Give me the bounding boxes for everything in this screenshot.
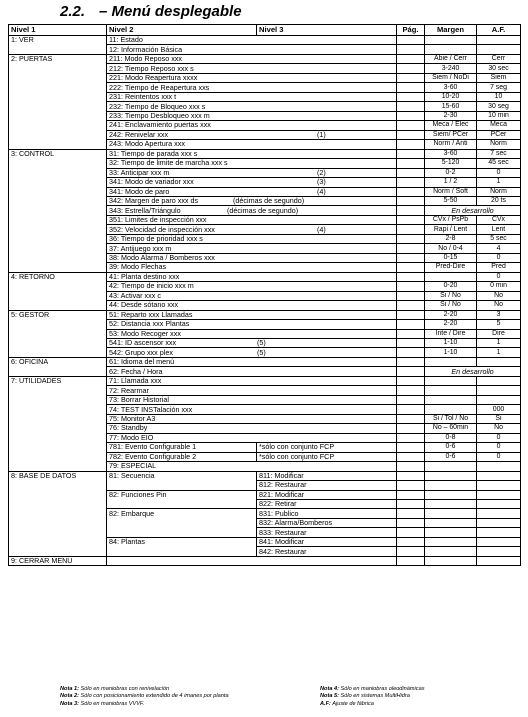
nivel-2-cell: 233: Tiempo Desbloqueo xxx m [107, 111, 397, 120]
menu-table [8, 24, 521, 566]
pag-cell [397, 92, 425, 101]
footnote-label: Nota 5: [320, 693, 339, 700]
pag-cell [397, 518, 425, 527]
nivel-1-cell: 5: GESTOR [9, 310, 107, 357]
nivel-1-cell: 8: BASE DE DATOS [9, 471, 107, 556]
pag-cell [397, 556, 425, 565]
unit-note: (décimas de segundo) [233, 196, 305, 206]
section-number: 2.2. [60, 3, 86, 20]
af-cell: 4 [477, 244, 521, 253]
section-title [60, 3, 242, 20]
af-cell [477, 518, 521, 527]
nivel-3-cell: 842: Restaurar [257, 547, 397, 556]
pag-cell [397, 234, 425, 243]
af-cell: Si [477, 414, 521, 423]
nivel-2-cell: 781: Evento Configurable 1 [107, 443, 257, 452]
margen-cell: 2-20 [425, 310, 477, 319]
nivel-2-text: 33: Anticipar xxx m [109, 168, 170, 177]
pag-cell [397, 547, 425, 556]
af-cell: 10 [477, 92, 521, 101]
af-cell [477, 45, 521, 54]
note-reference: (1) [317, 130, 326, 139]
af-cell: No [477, 301, 521, 310]
footnote-row [60, 693, 520, 700]
margen-cell [425, 405, 477, 414]
table-header-row [9, 25, 521, 36]
af-cell: No [477, 424, 521, 433]
margen-cell [425, 272, 477, 281]
pag-cell [397, 253, 425, 262]
pag-cell [397, 121, 425, 130]
pag-cell [397, 130, 425, 139]
pag-cell [397, 310, 425, 319]
pag-cell [397, 64, 425, 73]
margen-cell: 1-10 [425, 348, 477, 357]
note-reference: (5) [257, 347, 266, 357]
margen-cell: Norm / Soft [425, 187, 477, 196]
nivel-2-cell: 79: ESPECIAL [107, 462, 397, 471]
af-cell [477, 386, 521, 395]
pag-cell [397, 443, 425, 452]
margen-cell [425, 537, 477, 546]
margen-cell: Norm / Anti [425, 140, 477, 149]
nivel-2-cell [107, 348, 397, 357]
nivel-2-cell: 43: Activar xxx c [107, 291, 397, 300]
margen-cell: 3-60 [425, 149, 477, 158]
nivel-2-cell: 77: Modo EIO [107, 433, 397, 442]
header-margen: Margen [425, 25, 477, 36]
footnote-text: Ajuste de fábrica [332, 700, 374, 707]
margen-cell: No – 60min [425, 424, 477, 433]
pag-cell [397, 386, 425, 395]
nivel-2-text: 341: Modo de paro [109, 187, 170, 196]
pag-cell [397, 102, 425, 111]
pag-cell [397, 149, 425, 158]
af-cell: 5 sec [477, 234, 521, 243]
nivel-2-cell: 61: Idioma del menú [107, 357, 397, 366]
pag-cell [397, 490, 425, 499]
nivel-2-cell [107, 178, 397, 187]
margen-cell: 10-20 [425, 92, 477, 101]
af-cell [477, 36, 521, 45]
nivel-1-cell: 6: OFICINA [9, 357, 107, 376]
nivel-2-cell: 62: Fecha / Hora [107, 367, 397, 376]
af-cell [477, 481, 521, 490]
nivel-2-cell: 11: Estado [107, 36, 397, 45]
af-cell: 0 min [477, 282, 521, 291]
margen-cell [425, 556, 477, 565]
af-cell: 1 [477, 178, 521, 187]
margen-cell [425, 36, 477, 45]
af-cell: Cerr [477, 54, 521, 63]
unit-note: (décimas de segundo) [227, 205, 299, 215]
af-cell [477, 471, 521, 480]
pag-cell [397, 339, 425, 348]
pag-cell [397, 36, 425, 45]
nivel-2-cell: 31: Tiempo de parada xxx s [107, 149, 397, 158]
af-cell: 0 [477, 272, 521, 281]
af-cell [477, 462, 521, 471]
nivel-2-cell [107, 168, 397, 177]
af-cell: 45 sec [477, 159, 521, 168]
af-cell: Siem [477, 73, 521, 82]
nivel-2-cell [107, 547, 257, 556]
pag-cell [397, 301, 425, 310]
header-af: A.F. [477, 25, 521, 36]
margen-af-cell: En desarrollo [425, 367, 521, 376]
pag-cell [397, 414, 425, 423]
af-cell: 1 [477, 348, 521, 357]
margen-cell [425, 547, 477, 556]
margen-cell: 2-20 [425, 320, 477, 329]
margen-cell [425, 386, 477, 395]
pag-cell [397, 395, 425, 404]
nivel-3-cell: 833: Restaurar [257, 528, 397, 537]
table-row [9, 36, 521, 45]
pag-cell [397, 159, 425, 168]
nivel-3-cell: *sólo con conjunto FCP [257, 443, 397, 452]
margen-cell: 0-6 [425, 443, 477, 452]
margen-cell [425, 518, 477, 527]
note-reference: (4) [317, 187, 326, 196]
nivel-2-cell: 782: Evento Configurable 2 [107, 452, 257, 461]
pag-cell [397, 348, 425, 357]
pag-cell [397, 140, 425, 149]
af-cell [477, 395, 521, 404]
nivel-2-cell: 243: Modo Apertura xxx [107, 140, 397, 149]
nivel-2-cell: 12: Información Básica [107, 45, 397, 54]
table-row [9, 310, 521, 319]
note-reference: (4) [317, 224, 326, 234]
nivel-2-cell: 32: Tiempo de limite de marcha xxx s [107, 159, 397, 168]
nivel-2-cell [107, 499, 257, 508]
nivel-2-cell: 74: TEST INSTalación xxx [107, 405, 397, 414]
nivel-2-cell [107, 481, 257, 490]
af-cell: Norm [477, 187, 521, 196]
af-cell [477, 376, 521, 385]
nivel-2-cell: 231: Reintentos xxx t [107, 92, 397, 101]
nivel-2-cell: 39: Modo Flechas [107, 263, 397, 272]
margen-cell: 0-2 [425, 168, 477, 177]
af-cell: Norm [477, 140, 521, 149]
margen-cell: Abie / Cerr [425, 54, 477, 63]
pag-cell [397, 54, 425, 63]
af-cell: Lent [477, 225, 521, 234]
margen-cell: Inte / Dire [425, 329, 477, 338]
nivel-1-cell: 4: RETORNO [9, 272, 107, 310]
margen-af-cell: En desarrollo [425, 206, 521, 215]
nivel-2-cell [107, 187, 397, 196]
nivel-2-cell: 37: Antijuego xxx m [107, 244, 397, 253]
table-row [9, 357, 521, 366]
nivel-2-cell: 221: Modo Reapertura xxxx [107, 73, 397, 82]
margen-cell [425, 462, 477, 471]
nivel-2-text: 343: Estrella/Triángulo [109, 205, 181, 215]
nivel-2-text: 342: Margen de paro xxx ds [109, 196, 199, 206]
table-row [9, 272, 521, 281]
margen-cell [425, 471, 477, 480]
nivel-2-cell: 81: Secuencia [107, 471, 257, 480]
af-cell: PCer [477, 130, 521, 139]
nivel-3-cell: 821: Modificar [257, 490, 397, 499]
note-reference: (2) [317, 168, 326, 177]
pag-cell [397, 196, 425, 205]
nivel-2-text: 352: Velocidad de inspección xxx [109, 224, 215, 234]
af-cell: 20 ts [477, 196, 521, 205]
nivel-2-cell: 72: Rearmar [107, 386, 397, 395]
af-cell: 3 [477, 310, 521, 319]
margen-cell: 3-240 [425, 64, 477, 73]
margen-cell [425, 45, 477, 54]
header-nivel-1: Nivel 1 [9, 25, 107, 36]
pag-cell [397, 433, 425, 442]
margen-cell: 5-120 [425, 159, 477, 168]
pag-cell [397, 329, 425, 338]
footnote-label: Nota 4: [320, 686, 339, 692]
nivel-2-cell: 71: Llamada xxx [107, 376, 397, 385]
margen-cell: Si / No [425, 301, 477, 310]
table-row [9, 376, 521, 385]
nivel-2-cell: 41: Planta destino xxx [107, 272, 397, 281]
nivel-2-cell: 75: Monitor A3 [107, 414, 397, 423]
nivel-1-cell: 2: PUERTAS [9, 54, 107, 149]
footnote-text: Sólo en maniobras oleodinámicas [340, 686, 425, 692]
footnote-label: Nota 3: [60, 700, 79, 707]
nivel-2-text: 242: Renivelar xxx [109, 130, 169, 139]
pag-cell [397, 282, 425, 291]
pag-cell [397, 168, 425, 177]
margen-cell: 0-20 [425, 282, 477, 291]
pag-cell [397, 263, 425, 272]
section-heading: – Menú desplegable [99, 3, 242, 20]
margen-cell: 2-30 [425, 111, 477, 120]
pag-cell [397, 471, 425, 480]
table-row [9, 471, 521, 480]
footnote-label: A.F: [320, 700, 331, 707]
margen-cell: 0-8 [425, 433, 477, 442]
margen-cell [425, 357, 477, 366]
nivel-3-cell: 812: Restaurar [257, 481, 397, 490]
margen-cell: Rapi / Lent [425, 225, 477, 234]
af-cell [477, 537, 521, 546]
pag-cell [397, 357, 425, 366]
af-cell: 30 seg [477, 102, 521, 111]
af-cell: 0 [477, 443, 521, 452]
pag-cell [397, 528, 425, 537]
af-cell [477, 509, 521, 518]
af-cell: CVx [477, 215, 521, 224]
nivel-2-cell: 211: Modo Reposo xxx [107, 54, 397, 63]
margen-cell [425, 376, 477, 385]
margen-cell [425, 499, 477, 508]
margen-cell [425, 481, 477, 490]
pag-cell [397, 452, 425, 461]
af-cell: 0 [477, 253, 521, 262]
table-row [9, 149, 521, 158]
margen-cell: 0-6 [425, 452, 477, 461]
note-reference: (3) [317, 177, 326, 187]
af-cell [477, 547, 521, 556]
nivel-2-cell: 351: Limites de inspección xxx [107, 215, 397, 224]
nivel-2-cell: 232: Tiempo de Bloqueo xxx s [107, 102, 397, 111]
header-nivel-2: Nivel 2 [107, 25, 257, 36]
pag-cell [397, 272, 425, 281]
margen-cell: Meca / Elec [425, 121, 477, 130]
nivel-2-cell [107, 196, 397, 205]
nivel-2-cell: 44: Desde sótano xxx [107, 301, 397, 310]
pag-cell [397, 367, 425, 376]
af-cell [477, 357, 521, 366]
pag-cell [397, 111, 425, 120]
nivel-2-cell [107, 528, 257, 537]
note-reference: (5) [257, 338, 266, 348]
margen-cell: Siem / NoDi [425, 73, 477, 82]
margen-cell: 2-8 [425, 234, 477, 243]
nivel-1-cell: 3: CONTROL [9, 149, 107, 272]
margen-cell: CVx / PsPb [425, 215, 477, 224]
pag-cell [397, 499, 425, 508]
nivel-2-cell: 76: Standby [107, 424, 397, 433]
pag-cell [397, 206, 425, 215]
nivel-2-cell: 212: Tiempo Reposo xxx s [107, 64, 397, 73]
nivel-1-cell: 9: CERRAR MENU [9, 556, 107, 565]
af-cell [477, 499, 521, 508]
nivel-2-cell: 53: Modo Recoger xxx [107, 329, 397, 338]
af-cell: 7 seg [477, 83, 521, 92]
margen-cell [425, 509, 477, 518]
margen-cell: 5-50 [425, 196, 477, 205]
af-cell: 5 [477, 320, 521, 329]
margen-cell: 1-10 [425, 339, 477, 348]
footnotes [60, 686, 520, 708]
pag-cell [397, 187, 425, 196]
af-cell: 0 [477, 433, 521, 442]
margen-cell: 3-60 [425, 83, 477, 92]
margen-cell: 0-15 [425, 253, 477, 262]
af-cell: Pred [477, 263, 521, 272]
footnote-text: Sólo con posicionamiento extendido de 4 imanes por planta [80, 693, 229, 700]
nivel-2-cell: 73: Borrar Historial [107, 395, 397, 404]
nivel-2-cell: 36: Tiempo de prioridad xxx s [107, 234, 397, 243]
margen-cell: 1 / 2 [425, 178, 477, 187]
nivel-3-cell: 841: Modificar [257, 537, 397, 546]
footnote-text: Sólo en sistemas MultiHidra [340, 693, 410, 700]
pag-cell [397, 509, 425, 518]
margen-cell [425, 395, 477, 404]
nivel-2-text: 542: Grupo xxx plex [109, 347, 173, 357]
nivel-2-cell [107, 556, 397, 565]
margen-cell: Si / No [425, 291, 477, 300]
af-cell: 000 [477, 405, 521, 414]
footnote-text: Sólo en maniobras VVVF. [80, 700, 145, 707]
pag-cell [397, 45, 425, 54]
af-cell: 0 [477, 168, 521, 177]
af-cell: 30 sec [477, 64, 521, 73]
pag-cell [397, 225, 425, 234]
nivel-2-cell: 42: Tiempo de inicio xxx m [107, 282, 397, 291]
nivel-2-cell [107, 206, 397, 215]
nivel-2-cell: 222: Tiempo de Reapertura xxs [107, 83, 397, 92]
nivel-1-cell: 1: VER [9, 36, 107, 55]
pag-cell [397, 481, 425, 490]
nivel-3-cell: *sólo con conjunto FCP [257, 452, 397, 461]
margen-cell: 15-60 [425, 102, 477, 111]
nivel-2-cell [107, 339, 397, 348]
pag-cell [397, 405, 425, 414]
footnote-row [60, 701, 520, 708]
margen-cell: Pred-Dire [425, 263, 477, 272]
af-cell: Meca [477, 121, 521, 130]
table-row [9, 556, 521, 565]
header-nivel-3: Nivel 3 [257, 25, 397, 36]
pag-cell [397, 244, 425, 253]
nivel-3-cell: 811: Modificar [257, 471, 397, 480]
af-cell: 1 [477, 339, 521, 348]
nivel-2-cell: 51: Reparto xxx Llamadas [107, 310, 397, 319]
footnote-label: Nota 2: [60, 693, 79, 700]
nivel-3-cell: 832: Alarma/Bomberos [257, 518, 397, 527]
nivel-2-cell: 84: Plantas [107, 537, 257, 546]
nivel-2-cell [107, 518, 257, 527]
margen-cell: Si / Tol / No [425, 414, 477, 423]
header-pag: Pág. [397, 25, 425, 36]
af-cell: Dire [477, 329, 521, 338]
table-row [9, 54, 521, 63]
margen-cell: Siem/ PCer [425, 130, 477, 139]
pag-cell [397, 537, 425, 546]
af-cell: 7 sec [477, 149, 521, 158]
pag-cell [397, 462, 425, 471]
footnote-label: Nota 1: [60, 686, 79, 692]
nivel-2-text: 341: Modo de variador xxx [109, 177, 194, 187]
af-cell: 10 min [477, 111, 521, 120]
nivel-2-cell: 241: Enclavamiento puertas xxx [107, 121, 397, 130]
nivel-2-cell [107, 130, 397, 139]
af-cell: 0 [477, 452, 521, 461]
margen-cell [425, 490, 477, 499]
footnote-row [60, 686, 520, 693]
nivel-2-cell: 38: Modo Alarma / Bomberos xxx [107, 253, 397, 262]
nivel-2-cell: 82: Funciones Pin [107, 490, 257, 499]
nivel-2-text: 541: ID ascensor xxx [109, 338, 177, 348]
pag-cell [397, 83, 425, 92]
margen-cell [425, 528, 477, 537]
pag-cell [397, 178, 425, 187]
pag-cell [397, 320, 425, 329]
nivel-2-cell [107, 225, 397, 234]
pag-cell [397, 215, 425, 224]
nivel-3-cell: 831: Publico [257, 509, 397, 518]
af-cell [477, 528, 521, 537]
af-cell [477, 556, 521, 565]
nivel-1-cell: 7: UTILIDADES [9, 376, 107, 471]
margen-cell: No / 0-4 [425, 244, 477, 253]
pag-cell [397, 376, 425, 385]
nivel-2-cell: 82: Embarque [107, 509, 257, 518]
nivel-2-cell: 52: Distancia xxx Plantas [107, 320, 397, 329]
footnote-text: Sólo en maniobras con renivelación [80, 686, 170, 692]
nivel-3-cell: 822: Retirar [257, 499, 397, 508]
pag-cell [397, 424, 425, 433]
af-cell: No [477, 291, 521, 300]
pag-cell [397, 73, 425, 82]
pag-cell [397, 291, 425, 300]
af-cell [477, 490, 521, 499]
